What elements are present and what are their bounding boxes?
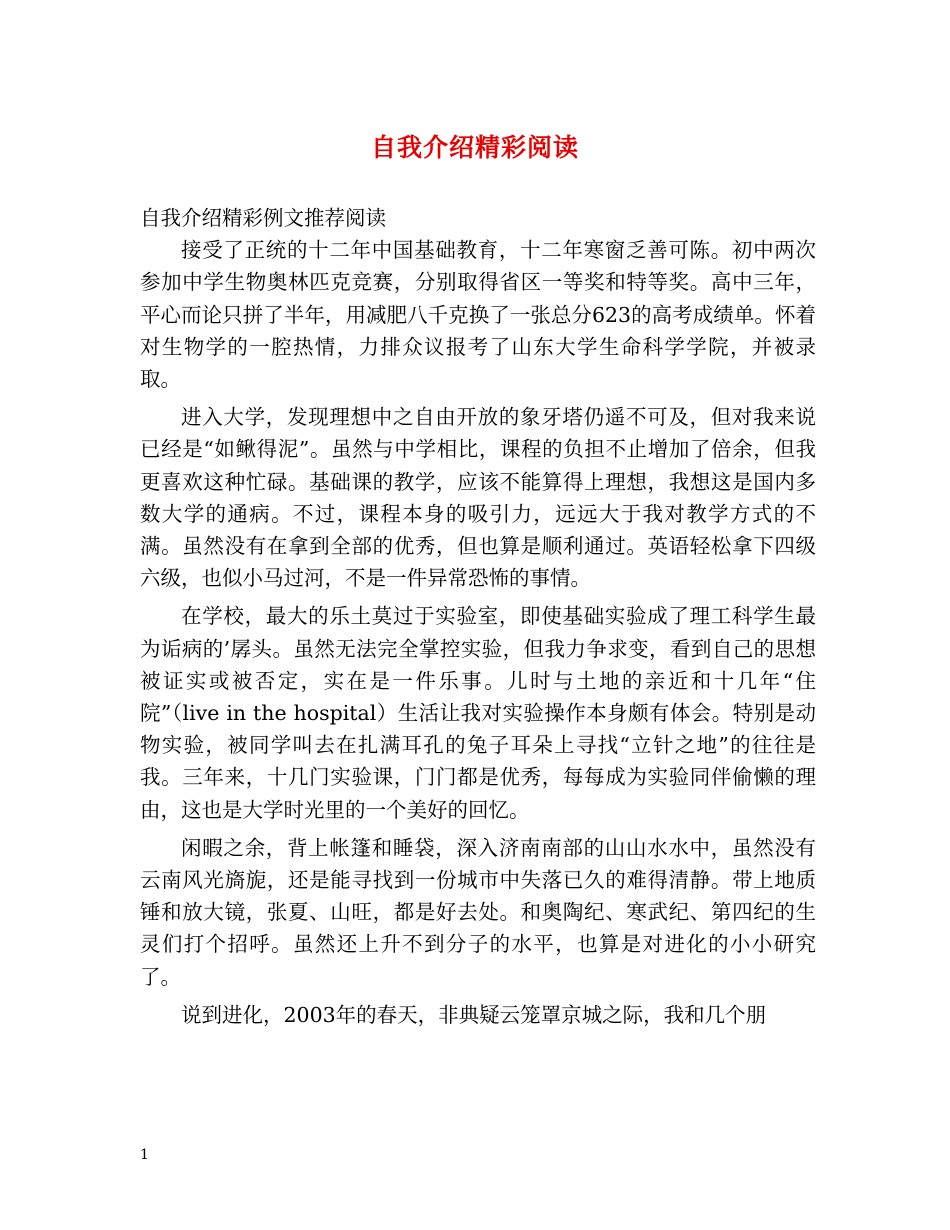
paragraph-leisure: 闲暇之余，背上帐篷和睡袋，深入济南南部的山山水水中，虽然没有云南风光旖旎，还是能寻找到一份城市中失落已久的难得清静。带上地质锤和放大镜，张夏、山旺，都是好去处。和奥陶纪、寒武纪、第四纪的生灵们打个招呼。虽然还上升不到分子的水平，也算是对进化的小小研究了。 — [140, 835, 816, 989]
paragraph-laboratory: 在学校，最大的乐土莫过于实验室，即使基础实验成了理工科学生最为诟病的’孱头。虽然无法完全掌控实验，但我力争求变，看到自己的思想被证实或被否定，实在是一件乐事。儿时与土地的亲近和十几年“住院”（live in the hospital）生活让我对实验操作本身颇有体会。特别是动物实验，被同学叫去在扎满耳孔的兔子耳朵上寻找“立针之地”的往往是我。三年来，十几门实验课，门门都是优秀，每每成为实验同伴偷懒的理由，这也是大学时光里的一个美好的回忆。 — [140, 604, 816, 822]
paragraph-university: 进入大学，发现理想中之自由开放的象牙塔仍遥不可及，但对我来说已经是“如鳅得泥”。虽然与中学相比，课程的负担不止增加了倍余，但我更喜欢这种忙碌。基础课的教学，应该不能算得上理想，我想这是国内多数大学的通病。不过，课程本身的吸引力，远远大于我对教学方式的不满。虽然没有在拿到全部的优秀，但也算是顺利通过。英语轻松拿下四级六级，也似小马过河，不是一件异常恐怖的事情。 — [140, 405, 816, 591]
document-body — [140, 202, 816, 1037]
document-title: 自我介绍精彩阅读 — [370, 133, 579, 162]
document-subtitle: 自我介绍精彩例文推荐阅读 — [140, 206, 386, 230]
paragraph-evolution: 说到进化，2003年的春天，非典疑云笼罩京城之际，我和几个朋 — [181, 1002, 767, 1027]
paragraph-education: 接受了正统的十二年中国基础教育，十二年寒窗乏善可陈。初中两次参加中学生物奥林匹克竞赛，分别取得省区一等奖和特等奖。高中三年，平心而论只拼了半年，用减肥八千克换了一张总分623的高考成绩单。怀着对生物学的一腔热情，力排众议报考了山东大学生命科学学院，并被录取。 — [140, 238, 816, 392]
page-number: 1 — [140, 1147, 149, 1163]
